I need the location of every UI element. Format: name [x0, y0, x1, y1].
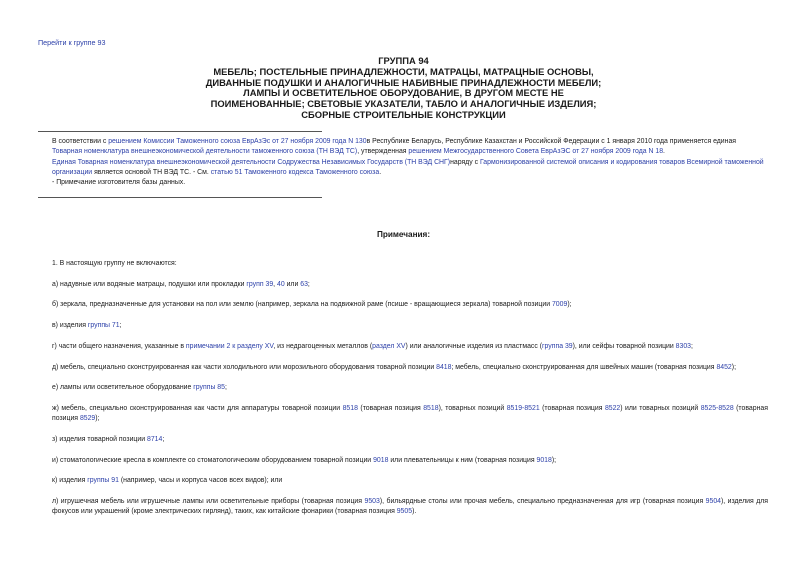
- text-segment: ) или аналогичные изделия из пластмасс (: [405, 343, 543, 350]
- heading-8522-link[interactable]: 8522: [604, 405, 621, 412]
- group-40-link[interactable]: 40: [277, 281, 285, 288]
- text-segment: [38, 435, 768, 445]
- note-item-k: [38, 476, 768, 486]
- text-segment: и) стоматологические кресла в комплекте со стоматологическим оборудованием товарной позиции: [52, 457, 374, 464]
- heading-8518-link[interactable]: 8518: [423, 405, 439, 412]
- heading-9505-link[interactable]: 9505: [396, 508, 413, 516]
- text-segment: );: [567, 301, 572, 308]
- text-segment: л) игрушечная мебель или игрушечные лампы или осветительные приборы (товарная позиция: [52, 498, 365, 505]
- text-segment: ;: [691, 343, 693, 350]
- text-segment: или: [284, 281, 301, 288]
- group-39-link[interactable]: групп 39: [246, 281, 274, 288]
- text-segment: (например, часы и корпуса часов всех видов); или: [118, 477, 283, 484]
- note-item-g: [38, 342, 768, 352]
- text-segment: (товарная позиция: [357, 405, 424, 412]
- text-segment: з) изделия товарной позиции: [52, 436, 147, 443]
- text-segment: [38, 280, 768, 290]
- tn-ved-ts-link[interactable]: Товарная номенклатура внешнеэкономической деятельности таможенного союза (ТН ВЭД ТС): [52, 148, 358, 156]
- note-item-l: [38, 497, 768, 518]
- text-segment: а) надувные или водяные матрацы, подушки или прокладки: [52, 281, 247, 288]
- text-segment: к) изделия: [52, 477, 88, 484]
- heading-7009-link[interactable]: 7009: [551, 301, 568, 308]
- text-segment: г) части общего назначения, указанные в: [52, 343, 186, 350]
- group-39-link[interactable]: группа 39: [542, 343, 573, 350]
- heading-9018-link[interactable]: 9018: [373, 457, 389, 464]
- note-item-a: [38, 280, 768, 290]
- text-segment: , утвержденная: [357, 148, 409, 156]
- text-segment: (товарная позиция: [52, 405, 768, 423]
- heading-9504-link[interactable]: 9504: [705, 498, 721, 505]
- group-63-link[interactable]: 63: [300, 281, 308, 288]
- heading-8529-link[interactable]: 8529: [79, 415, 96, 423]
- text-segment: ;: [119, 322, 122, 329]
- heading-8452-link[interactable]: 8452: [716, 364, 732, 371]
- notes-heading: Примечания:: [376, 230, 431, 239]
- text-segment: в Республике Беларусь, Республике Казахстан и Российской Федерации с 1 января 2010 года применяется единая: [366, 138, 737, 145]
- note-item-b: [38, 300, 768, 310]
- footnote-block: [38, 137, 768, 188]
- note-item-i: [38, 456, 768, 466]
- footnote-paragraph: [38, 158, 768, 179]
- text-segment: ;: [307, 281, 310, 288]
- section-xv-note-2-link[interactable]: примечании 2 к разделу XV: [185, 343, 274, 350]
- footnote-top-rule: [38, 131, 322, 132]
- text-segment: [38, 497, 768, 518]
- tn-ved-sng-link[interactable]: Единая Товарная номенклатура внешнеэкономической деятельности Содружества Независимых Государств (ТН ВЭД СНГ): [52, 158, 451, 166]
- text-segment: наряду с: [450, 158, 480, 166]
- text-segment: [38, 342, 768, 352]
- text-segment: б) зеркала, предназначенные для установки на пол или землю (например, зеркала на подвижной раме (псише - вращающиеся зеркала) товарной позиции: [52, 301, 552, 308]
- heading-8418-link[interactable]: 8418: [436, 364, 452, 371]
- group-71-link[interactable]: группы 71: [87, 322, 120, 329]
- text-segment: ;: [224, 384, 227, 391]
- footnote-bottom-rule: [38, 197, 322, 198]
- text-segment: ) или товарных позиций: [620, 405, 701, 412]
- group-header: [0, 56, 807, 121]
- group-title-line: ДИВАННЫЕ ПОДУШКИ И АНАЛОГИЧНЫЕ НАБИВНЫЕ ПРИНАДЛЕЖНОСТИ МЕБЕЛИ;: [205, 76, 602, 88]
- text-segment: ,: [273, 281, 277, 288]
- group-title-line: ПОИМЕНОВАННЫЕ; СВЕТОВЫЕ УКАЗАТЕЛИ, ТАБЛО И АНАЛОГИЧНЫЕ ИЗДЕЛИЯ;: [210, 98, 597, 110]
- text-segment: [38, 300, 768, 310]
- text-segment: ).: [412, 508, 417, 516]
- footnote-paragraph: [38, 137, 768, 158]
- group-number: ГРУППА 94: [378, 55, 429, 66]
- heading-9503-link[interactable]: 9503: [364, 498, 380, 505]
- text-segment: в) изделия: [52, 322, 88, 329]
- group-91-link[interactable]: группы 91: [87, 477, 119, 484]
- group-title-line: ЛАМПЫ И ОСВЕТИТЕЛЬНОЕ ОБОРУДОВАНИЕ, В ДРУГОМ МЕСТЕ НЕ: [243, 87, 564, 99]
- heading-8714-link[interactable]: 8714: [146, 436, 163, 443]
- note-item-e: [38, 383, 768, 393]
- text-segment: 1. В настоящую группу не включаются:: [52, 260, 177, 267]
- council-decision-link[interactable]: решением Межгосударственного Совета ЕврАзЭС от 27 ноября 2009 года N 18: [408, 148, 664, 156]
- text-segment: ), товарных позиций: [438, 405, 507, 412]
- harmonized-system-link[interactable]: Гармонизированной системой описания и кодирования товаров Всемирной таможенной организации: [52, 158, 764, 176]
- text-segment: [38, 476, 768, 486]
- text-segment: .: [379, 168, 382, 176]
- text-segment: [38, 321, 768, 331]
- database-note: - Примечание изготовителя базы данных.: [52, 179, 186, 187]
- commission-decision-link[interactable]: решением Комиссии Таможенного союза ЕврАзЭс от 27 ноября 2009 года N 130: [108, 138, 367, 145]
- text-segment: );: [731, 364, 736, 371]
- text-segment: [38, 383, 768, 393]
- text-segment: [38, 456, 768, 466]
- back-to-group-93-link[interactable]: Перейти к группе 93: [38, 38, 106, 47]
- text-segment: е) лампы или осветительное оборудование: [52, 384, 194, 391]
- text-segment: (товарная позиция: [539, 405, 605, 412]
- note-item-zh: [38, 404, 768, 425]
- group-title-line: МЕБЕЛЬ; ПОСТЕЛЬНЫЕ ПРИНАДЛЕЖНОСТИ, МАТРАЦЫ, МАТРАЦНЫЕ ОСНОВЫ,: [213, 65, 594, 77]
- text-segment: ), бильярдные столы или прочая мебель, специально предназначенная для игр (товарная позиция: [379, 498, 706, 505]
- group-title-line: СБОРНЫЕ СТРОИТЕЛЬНЫЕ КОНСТРУКЦИИ: [301, 108, 506, 120]
- heading-8303-link[interactable]: 8303: [675, 343, 691, 350]
- text-segment: ж) мебель, специально сконструированная как части для аппаратуры товарной позиции: [52, 405, 343, 412]
- text-segment: [38, 404, 768, 425]
- heading-8518-link[interactable]: 8518: [342, 405, 358, 412]
- headings-8519-8521-link[interactable]: 8519-8521: [506, 405, 540, 412]
- text-segment: является основой ТН ВЭД ТС. - См.: [92, 168, 211, 176]
- note-item-v: [38, 321, 768, 331]
- note-item: [38, 259, 768, 269]
- text-segment: [38, 363, 768, 373]
- text-segment: );: [551, 457, 557, 464]
- text-segment: ;: [162, 436, 165, 443]
- customs-code-article-51-link[interactable]: статью 51 Таможенного кодекса Таможенного союза: [210, 168, 380, 176]
- headings-8525-8528-link[interactable]: 8525-8528: [700, 405, 734, 412]
- group-85-link[interactable]: группы 85: [193, 384, 225, 391]
- text-segment: ; мебель, специально сконструированная для швейных машин (товарная позиция: [451, 364, 717, 371]
- text-segment: ), изделия для фокусов или украшений (кроме электрических гирлянд), таких, как китайские фонарики (товарная позиция: [52, 498, 769, 516]
- text-segment: или плевательницы к ним (товарная позиция: [388, 457, 537, 464]
- text-segment: В соответствии с: [52, 138, 109, 145]
- text-segment: д) мебель, специально сконструированная как части холодильного или морозильного оборудования товарной позиции: [52, 364, 437, 371]
- section-xv-link[interactable]: раздел XV: [372, 343, 406, 350]
- text-segment: );: [95, 415, 100, 423]
- note-item-z: [38, 435, 768, 445]
- heading-9018-link[interactable]: 9018: [536, 457, 552, 464]
- text-segment: , из недрагоценных металлов (: [273, 343, 373, 350]
- note-item-d: [38, 363, 768, 373]
- text-segment: .: [663, 148, 665, 156]
- text-segment: ), или сейфы товарной позиции: [572, 343, 676, 350]
